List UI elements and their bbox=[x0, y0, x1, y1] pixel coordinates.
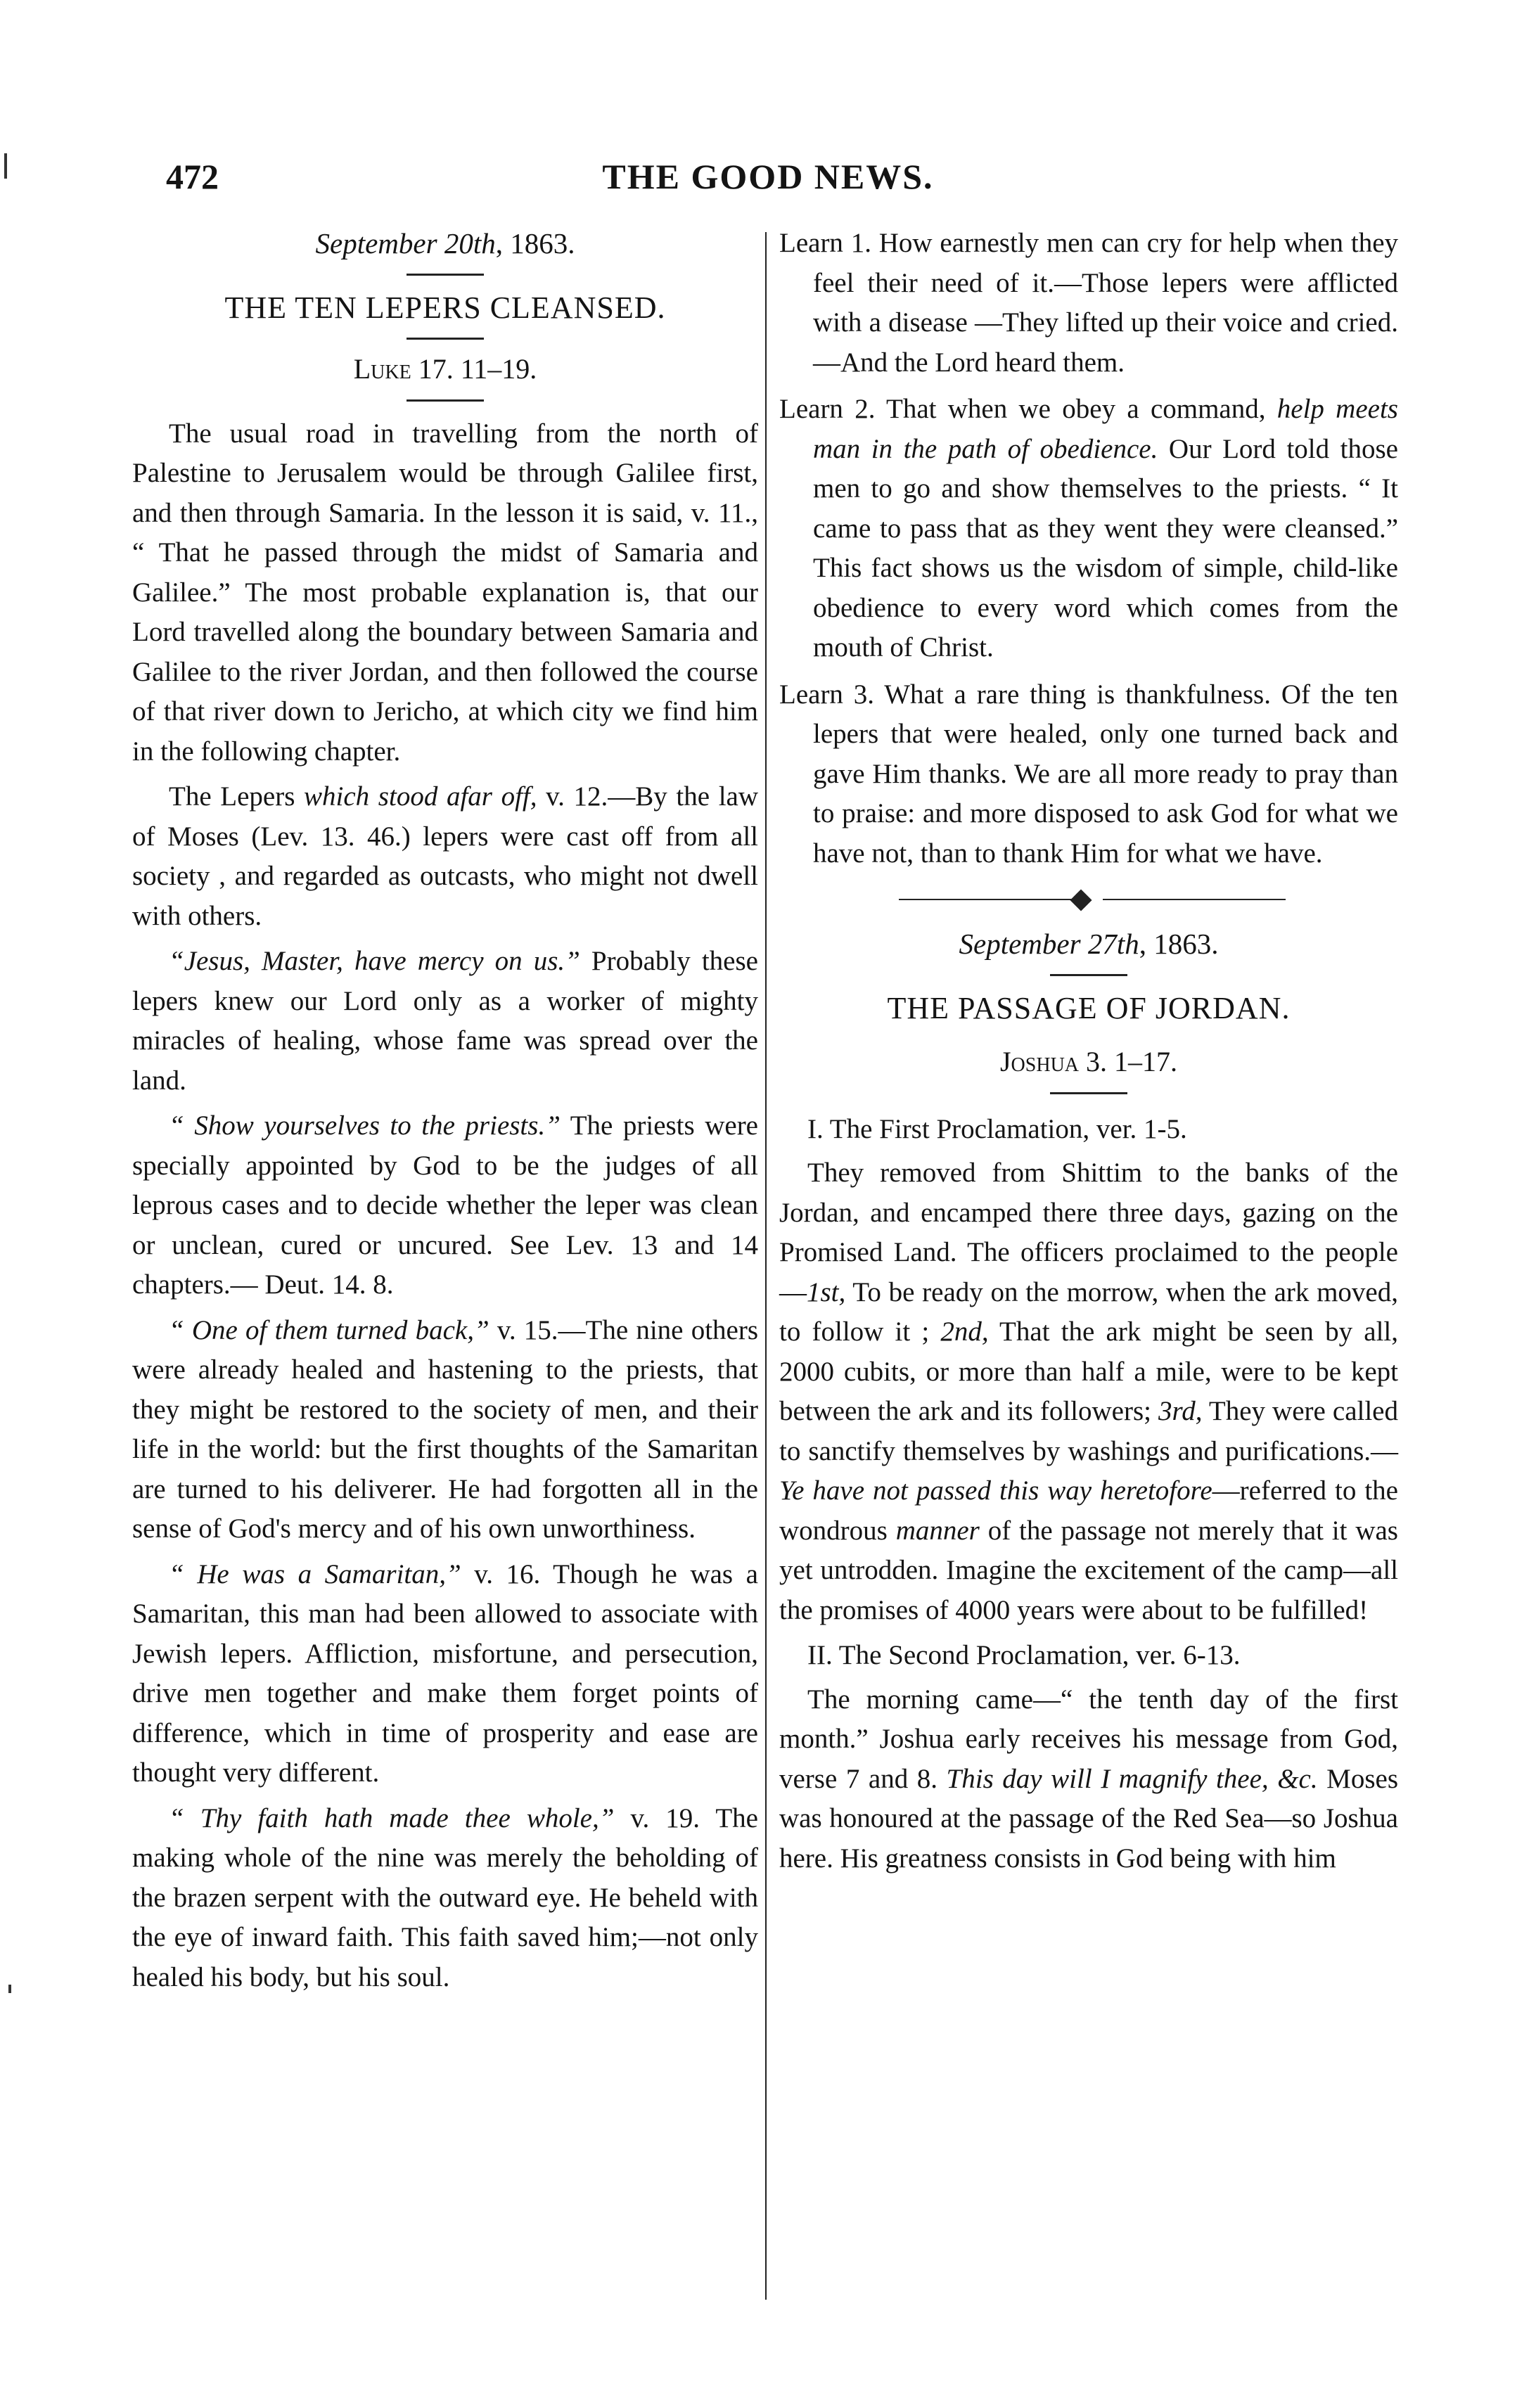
short-rule bbox=[1050, 1092, 1127, 1094]
paragraph: “Jesus, Master, have mercy on us.” Probably these lepers knew our Lord only as a worker of mighty miracles of healing, whose fame was spread over the land. bbox=[132, 946, 758, 1096]
lesson-date: September 27th, 1863. bbox=[959, 928, 1219, 960]
lesson-title: THE PASSAGE OF JORDAN. bbox=[887, 990, 1291, 1025]
section-ornament bbox=[779, 889, 1398, 910]
section-heading: II. The Second Proclamation, ver. 6-13. bbox=[807, 1640, 1241, 1670]
short-rule bbox=[407, 338, 484, 340]
paragraph: “ He was a Samaritan,” v. 16. Though he was a Samaritan, this man had been allowed to associate with Jewish lepers. Affliction, misfortune, and persecution, drive men together and make them forget points of difference, which in time of prosperity and ease are thought very different. bbox=[132, 1558, 758, 1788]
paragraph: The morning came—“ the tenth day of the first month.” Joshua early receives his message from God, verse 7 and 8. This day will I magnify thee, &c. Moses was honoured at the passage of the Red Sea—so Joshua here. His greatness consists in God being with him bbox=[779, 1684, 1398, 1874]
scripture-reference: Joshua 3. 1–17. bbox=[999, 1046, 1178, 1077]
paragraph: The Lepers which stood afar off, v. 12.—By the law of Moses (Lev. 13. 46.) lepers were cast off from all society , and regarded as outcasts, who might not dwell with others. bbox=[132, 781, 759, 931]
page-header bbox=[0, 156, 1536, 205]
short-rule bbox=[1050, 974, 1127, 976]
paragraph: “ Show yourselves to the priests.” The priests were specially appointed by God to be the judges of all leprous cases and to decide whether the leper was clean or unclean, cured or uncured. See Lev. 13 and 14 chapters.— Deut. 14. 8. bbox=[132, 1110, 758, 1300]
scripture-reference: Luke 17. 11–19. bbox=[353, 353, 537, 385]
learn-point: Learn 1. How earnestly men can cry for help when they feel their need of it.—Those lepers were afflicted with a disease —They lifted up their voice and cried.—And the Lord heard them. bbox=[779, 228, 1398, 378]
paragraph: “ One of them turned back,” v. 15.—The nine others were already healed and hastening to the priests, that they might be restored to the society of men, and their life in the world: but the first thoughts of the Samaritan are turned to his deliverer. He had forgotten all in the sense of God's mercy and of his own unworthiness. bbox=[132, 1314, 758, 1544]
paragraph: The usual road in travelling from the north of Palestine to Jerusalem would be through Galilee first, and then through Samaria. In the lesson it is said, v. 11., “ That he passed through the midst of Samaria and Galilee.” The most probable explanation is, that our Lord travelled along the boundary between Samaria and Galilee to the river Jordan, and then followed the course of that river down to Jericho, at which city we find him in the following chapter. bbox=[132, 418, 758, 767]
learn-point: Learn 2. That when we obey a command, help meets man in the path of obedience. Our Lord told those men to go and show themselves to the priests. “ It came to pass that as they went they were cleansed.” This fact shows us the wisdom of simple, child-like obedience to every word which comes from the mouth of Christ. bbox=[779, 394, 1398, 662]
learn-point: Learn 3. What a rare thing is thankfulness. Of the ten lepers that were healed, only one turned back and gave Him thanks. We are all more ready to pray than to praise: and more disposed to ask God for what we have not, than to thank Him for what we have. bbox=[779, 679, 1398, 869]
section-heading: I. The First Proclamation, ver. 1-5. bbox=[807, 1113, 1187, 1144]
margin-mark bbox=[4, 153, 7, 179]
running-title: THE GOOD NEWS. bbox=[602, 157, 934, 196]
page-number: 472 bbox=[166, 157, 219, 196]
short-rule bbox=[407, 399, 484, 402]
right-column bbox=[779, 224, 1398, 1884]
lesson-title: THE TEN LEPERS CLEANSED. bbox=[224, 290, 666, 325]
margin-mark bbox=[8, 1985, 11, 1993]
paragraph: “ Thy faith hath made thee whole,” v. 19. The making whole of the nine was merely the beholding of the brazen serpent with the outward eye. He beheld with the eye of inward faith. This faith saved him;—not only healed his body, but his soul. bbox=[132, 1802, 758, 1992]
short-rule bbox=[407, 274, 484, 276]
paragraph: They removed from Shittim to the banks of the Jordan, and encamped there three days, gazing on the Promised Land. The officers proclaimed to the people—1st, To be ready on the morrow, when the ark moved, to follow it ; 2nd, That the ark might be seen by all, 2000 cubits, or more than half a mile, were to be kept between the ark and its followers; 3rd, They were called to sanctify themselves by washings and purifications.—Ye have not passed this way heretofore—referred to the wondrous manner of the passage not merely that it was yet untrodden. Imagine the excitement of the camp—all the promises of 4000 years were about to be fulfilled! bbox=[779, 1158, 1398, 1625]
lesson-date: September 20th, 1863. bbox=[315, 227, 575, 260]
column-divider bbox=[765, 232, 767, 2300]
left-column bbox=[132, 224, 758, 2003]
